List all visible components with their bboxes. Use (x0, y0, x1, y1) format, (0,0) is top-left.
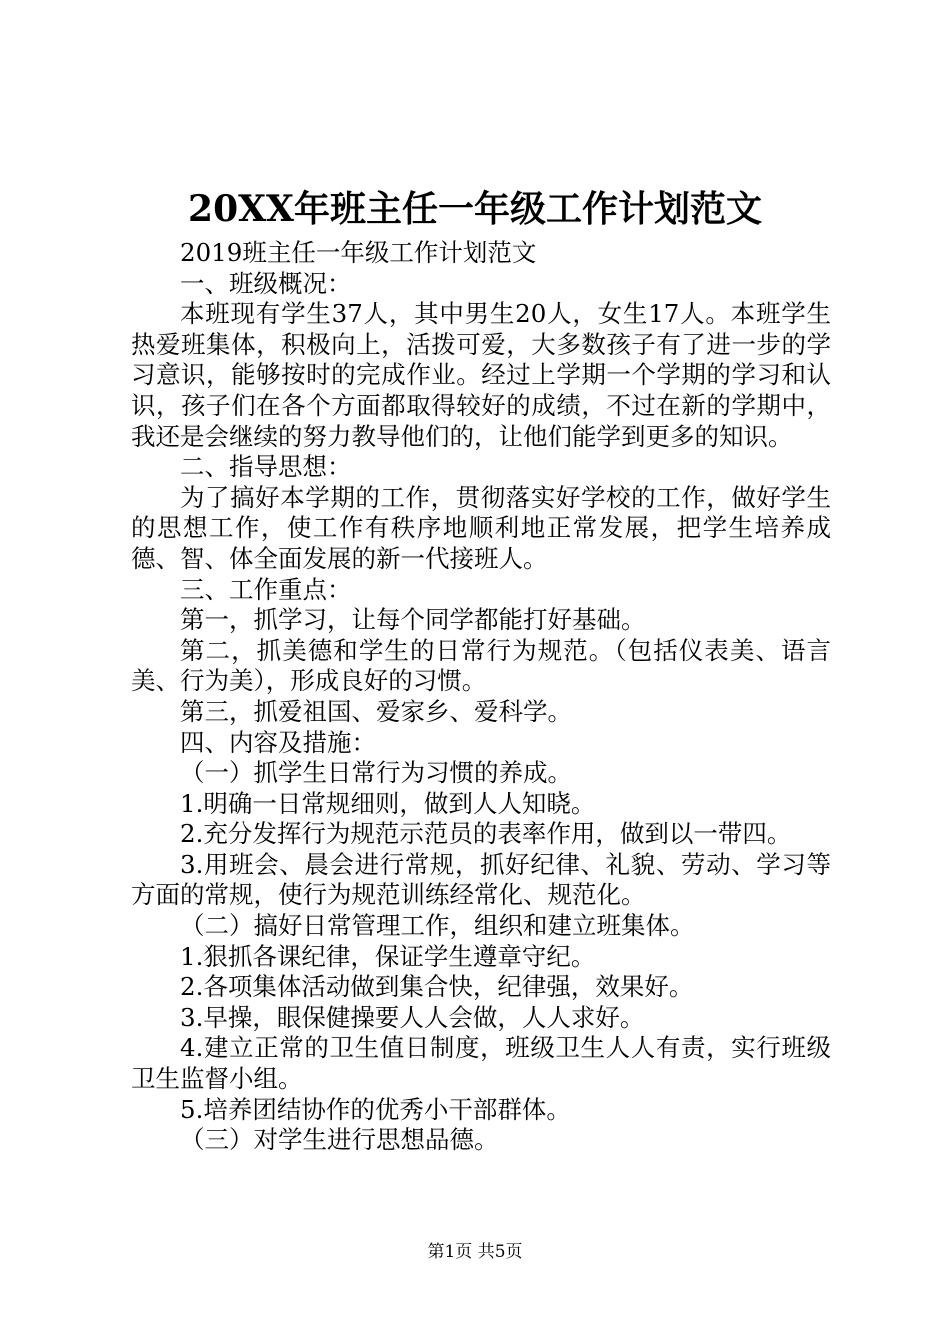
subsection-heading: （二）搞好日常管理工作，组织和建立班集体。 (180, 911, 695, 941)
section-heading: 一、班级概况： (180, 268, 352, 298)
paragraph: 第二，抓美德和学生的日常行为规范。（包括仪表美、语言美、行为美），形成良好的习惯。 (131, 635, 831, 696)
paragraph: 为了搞好本学期的工作，贯彻落实好学校的工作，做好学生的思想工作，使工作有秩序地顺利地正常发展，把学生培养成德、智、体全面发展的新一代接班人。 (131, 482, 831, 573)
subsection-heading: （一）抓学生日常行为习惯的养成。 (180, 758, 572, 788)
document-body (131, 238, 831, 1156)
list-item: 3.早操，眼保健操要人人会做，人人求好。 (180, 1002, 645, 1032)
section-heading: 三、工作重点： (180, 574, 352, 604)
list-item: 1.狠抓各课纪律，保证学生遵章守纪。 (180, 941, 596, 971)
list-item: 3.用班会、晨会进行常规，抓好纪律、礼貌、劳动、学习等方面的常规，使行为规范训练经常化、规范化。 (131, 849, 831, 910)
list-item: 2.充分发挥行为规范示范员的表率作用，做到以一带四。 (180, 819, 792, 849)
paragraph: 第一，抓学习，让每个同学都能打好基础。 (180, 605, 646, 635)
paragraph: 2019班主任一年级工作计划范文 (180, 238, 537, 267)
section-heading: 二、指导思想： (180, 452, 352, 482)
list-item: 2.各项集体活动做到集合快，纪律强，效果好。 (180, 972, 694, 1002)
section-heading: 四、内容及措施： (180, 727, 376, 757)
list-item: 1.明确一日常规细则，做到人人知晓。 (180, 788, 596, 818)
list-item: 4.建立正常的卫生值日制度，班级卫生人人有责，实行班级卫生监督小组。 (131, 1033, 831, 1094)
paragraph: 本班现有学生37人，其中男生20人，女生17人。本班学生热爱班集体，积极向上，活拨可爱，大多数孩子有了进一步的学习意识，能够按时的完成作业。经过上学期一个学期的学习和认识，孩子们在各个方面都取得较好的成绩，不过在新的学期中，我还是会继续的努力教导他们的，让他们能学到更多的知识。 (131, 299, 831, 451)
page-footer: 第1页 共5页 (427, 1242, 523, 1262)
paragraph: 第三，抓爱祖国、爱家乡、爱科学。 (180, 696, 572, 726)
list-item: 5.培养团结协作的优秀小干部群体。 (180, 1094, 571, 1124)
document-title: 20XX年班主任一年级工作计划范文 (188, 188, 762, 230)
subsection-heading: （三）对学生进行思想品德。 (180, 1125, 499, 1155)
